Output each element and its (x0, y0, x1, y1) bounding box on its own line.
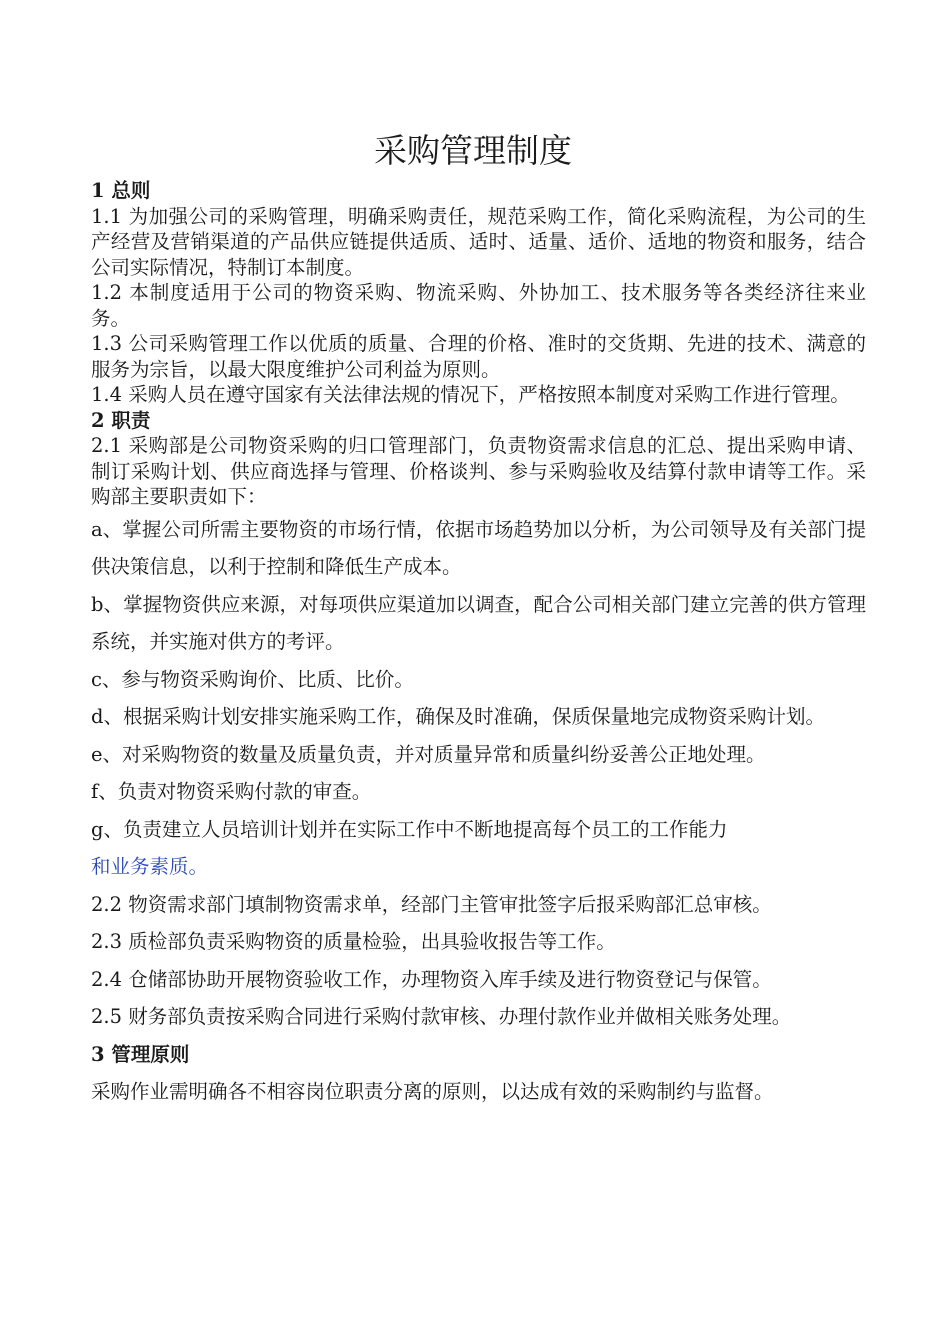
paragraph-1-2: 1.2 本制度适用于公司的物资采购、物流采购、外协加工、技术服务等各类经济往来业务。 (91, 281, 866, 330)
paragraph-2-2: 2.2 物资需求部门填制物资需求单，经部门主管审批签字后报采购部汇总审核。 (91, 892, 772, 916)
document-title-text: 采购管理制度 (374, 131, 572, 170)
duty-item-g-text: g、负责建立人员培训计划并在实际工作中不断地提高每个员工的工作能力 (91, 817, 728, 841)
section-heading-1: 1 总则 (91, 179, 151, 202)
paragraph-1-1: 1.1 为加强公司的采购管理，明确采购责任，规范采购工作，简化采购流程，为公司的生产经营及营销渠道的产品供应链提供适质、适时、适量、适价、适地的物资和服务，结合公司实际情况，特制订本制度。 (91, 204, 866, 279)
document-title (0, 131, 950, 171)
duty-item-f: f、负责对物资采购付款的审查。 (91, 780, 372, 803)
duty-item-g (91, 811, 866, 886)
paragraph-1-4: 1.4 采购人员在遵守国家有关法律法规的情况下，严格按照本制度对采购工作进行管理。 (91, 383, 850, 406)
duty-item-e: e、对采购物资的数量及质量负责，并对质量异常和质量纠纷妥善公正地处理。 (91, 742, 766, 766)
paragraph-2-4: 2.4 仓储部协助开展物资验收工作，办理物资入库手续及进行物资登记与保管。 (91, 967, 772, 991)
duty-item-c: c、参与物资采购询价、比质、比价。 (91, 667, 414, 691)
paragraph-2-3: 2.3 质检部负责采购物资的质量检验，出具验收报告等工作。 (91, 930, 616, 953)
paragraph-2-5: 2.5 财务部负责按采购合同进行采购付款审核、办理付款作业并做相关账务处理。 (91, 1005, 792, 1028)
duty-item-b: b、掌握物资供应来源，对每项供应渠道加以调查，配合公司相关部门建立完善的供方管理系统，并实施对供方的考评。 (91, 592, 866, 653)
duty-item-g-tail: 和业务素质。 (91, 855, 209, 878)
section-heading-3: 3 管理原则 (91, 1042, 190, 1066)
duty-item-d: d、根据采购计划安排实施采购工作，确保及时准确，保质保量地完成物资采购计划。 (91, 705, 825, 728)
document-body (91, 178, 866, 1111)
paragraph-1-3: 1.3 公司采购管理工作以优质的质量、合理的价格、准时的交货期、先进的技术、满意的服务为宗旨，以最大限度维护公司利益为原则。 (91, 332, 866, 381)
paragraph-3-1: 采购作业需明确各不相容岗位职责分离的原则，以达成有效的采购制约与监督。 (91, 1080, 774, 1103)
section-heading-2: 2 职责 (91, 408, 151, 432)
duty-item-a: a、掌握公司所需主要物资的市场行情，依据市场趋势加以分析，为公司领导及有关部门提供决策信息，以利于控制和降低生产成本。 (91, 517, 866, 578)
paragraph-2-1: 2.1 采购部是公司物资采购的归口管理部门，负责物资需求信息的汇总、提出采购申请、制订采购计划、供应商选择与管理、价格谈判、参与采购验收及结算付款申请等工作。采购部主要职责如下： (91, 434, 866, 508)
